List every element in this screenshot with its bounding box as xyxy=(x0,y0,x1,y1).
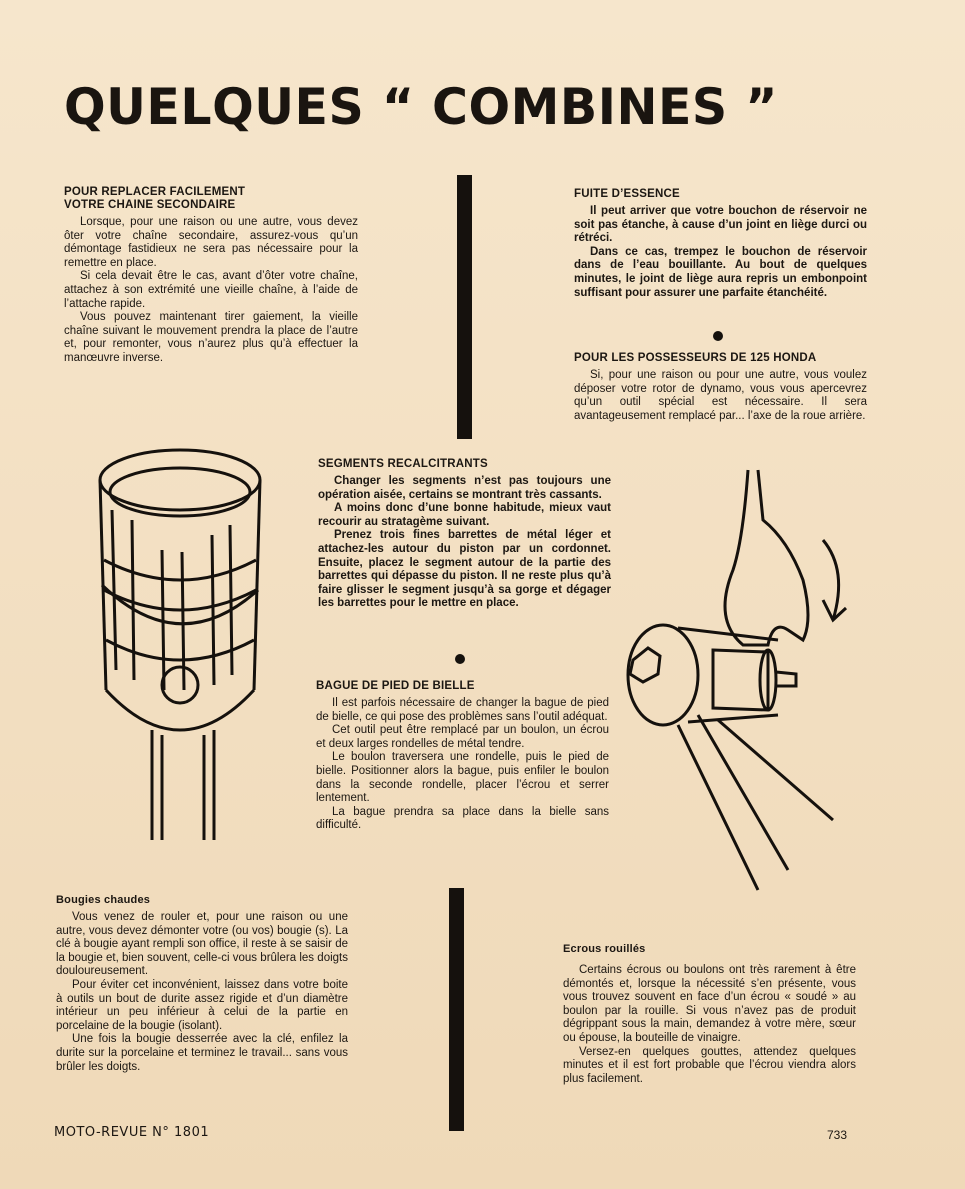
section-honda xyxy=(574,352,867,423)
piston-illustration xyxy=(92,440,272,850)
paragraph: Une fois la bougie desserrée avec la clé, enfilez la durite sur la porcelaine et terminez le travail... sans vous brûler les doigts. xyxy=(56,1033,348,1073)
paragraph: Vous pouvez maintenant tirer gaiement, la vieille chaîne suivant le mouvement prendra la place de l’autre et, pour remonter, vous n’aurez plus qu’à effectuer la manœuvre inverse. xyxy=(64,311,358,364)
section-heading: POUR LES POSSESSEURS DE 125 HONDA xyxy=(574,352,817,364)
paragraph: Prenez trois fines barrettes de métal léger et attachez-les autour du piston par un cordonnet. Ensuite, placez le segment autour de la partie des barrettes qui dépasse du piston. Il ne reste plus qu’à faire glisser le segment jusqu’à sa gorge et dégager les barrettes pour le mettre en place. xyxy=(318,529,611,610)
heading-line-2: VOTRE CHAINE SECONDAIRE xyxy=(64,199,236,211)
page-number: 733 xyxy=(827,1128,848,1142)
page-title: QUELQUES “ COMBINES ” xyxy=(64,78,778,136)
wrench-illustration xyxy=(618,460,863,895)
section-essence xyxy=(574,188,867,300)
paragraph: Changer les segments n’est pas toujours une opération aisée, certains se montrant très cassants. xyxy=(318,475,611,501)
section-heading: SEGMENTS RECALCITRANTS xyxy=(318,458,488,470)
section-bougies xyxy=(56,894,348,1074)
section-segments xyxy=(318,458,611,611)
paragraph: Certains écrous ou boulons ont très rarement à être démontés et, lorsque la nécessité s’en présente, vous vous trouvez souvent en face d’un écrou « soudé » au boulon par la rouille. Si vous n’avez pas de produit dégrippant sous la main, demandez à votre mère, sœur ou épouse, la bouteille de vinaigre. xyxy=(563,964,856,1044)
paragraph: Il est parfois nécessaire de changer la bague de pied de bielle, ce qui pose des problèmes sans l’outil adéquat. xyxy=(316,697,609,723)
section-heading: FUITE D’ESSENCE xyxy=(574,188,680,200)
paragraph: Versez-en quelques gouttes, attendez quelques minutes et il est fort probable que l’écrou viendra alors plus facilement. xyxy=(563,1045,856,1085)
paragraph: Si, pour une raison ou pour une autre, vous voulez déposer votre rotor de dynamo, vous vous apercevrez qu’un outil spécial est nécessaire. Il sera avantageusement remplacé par... l’axe de la roue arrière. xyxy=(574,369,867,422)
separator-dot xyxy=(455,654,465,664)
paragraph: Il peut arriver que votre bouchon de réservoir ne soit pas étanche, à cause d’un joint en liège durci ou rétréci. xyxy=(574,205,867,245)
section-heading: BAGUE DE PIED DE BIELLE xyxy=(316,680,475,692)
section-heading xyxy=(64,186,358,212)
section-bielle xyxy=(316,680,609,833)
vertical-rule xyxy=(457,175,472,439)
paragraph: Dans ce cas, trempez le bouchon de réservoir dans de l’eau bouillante. Au bout de quelques minutes, le joint de liège aura repris un embonpoint suffisant pour assurer une parfaite étanchéité. xyxy=(574,245,867,299)
paragraph: Cet outil peut être remplacé par un boulon, un écrou et deux larges rondelles de métal tendre. xyxy=(316,724,609,750)
section-heading: Bougies chaudes xyxy=(56,894,151,906)
separator-dot xyxy=(713,331,723,341)
section-heading: Ecrous rouillés xyxy=(563,943,646,955)
paragraph: Lorsque, pour une raison ou une autre, vous devez ôter votre chaîne secondaire, assurez-vous qu’un démontage fastidieux ne sera pas nécessaire pour la remettre en place. xyxy=(64,216,358,269)
paragraph: Vous venez de rouler et, pour une raison ou une autre, vous devez démonter votre (ou vos) bougie (s). La clé à bougie ayant rempli son office, il reste à se saisir de la bougie et, bien souvent, celle-ci vous brûlera les doigts douloureusement. xyxy=(56,911,348,978)
vertical-rule xyxy=(449,888,464,1131)
heading-line-1: POUR REPLACER FACILEMENT xyxy=(64,186,246,198)
section-chaine xyxy=(64,186,358,366)
paragraph: Si cela devait être le cas, avant d’ôter votre chaîne, attachez à son extrémité une vieille chaîne, à l’aide de l’attache rapide. xyxy=(64,270,358,310)
paragraph: Pour éviter cet inconvénient, laissez dans votre boite à outils un bout de durite assez rigide et d’un diamètre intérieur un peu inférieur à celui de la partie en porcelaine de la bougie (isolant). xyxy=(56,978,348,1032)
paragraph: A moins donc d’une bonne habitude, mieux vaut recourir au stratagème suivant. xyxy=(318,502,611,528)
paragraph: Le boulon traversera une rondelle, puis le pied de bielle. Positionner alors la bague, puis enfiler le boulon dans la seconde rondelle, placer l’écrou et serrer lentement. xyxy=(316,751,609,805)
section-ecrous xyxy=(563,943,856,1086)
paragraph: La bague prendra sa place dans la bielle sans difficulté. xyxy=(316,805,609,832)
magazine-footer: MOTO-REVUE N° 1801 xyxy=(54,1125,210,1140)
